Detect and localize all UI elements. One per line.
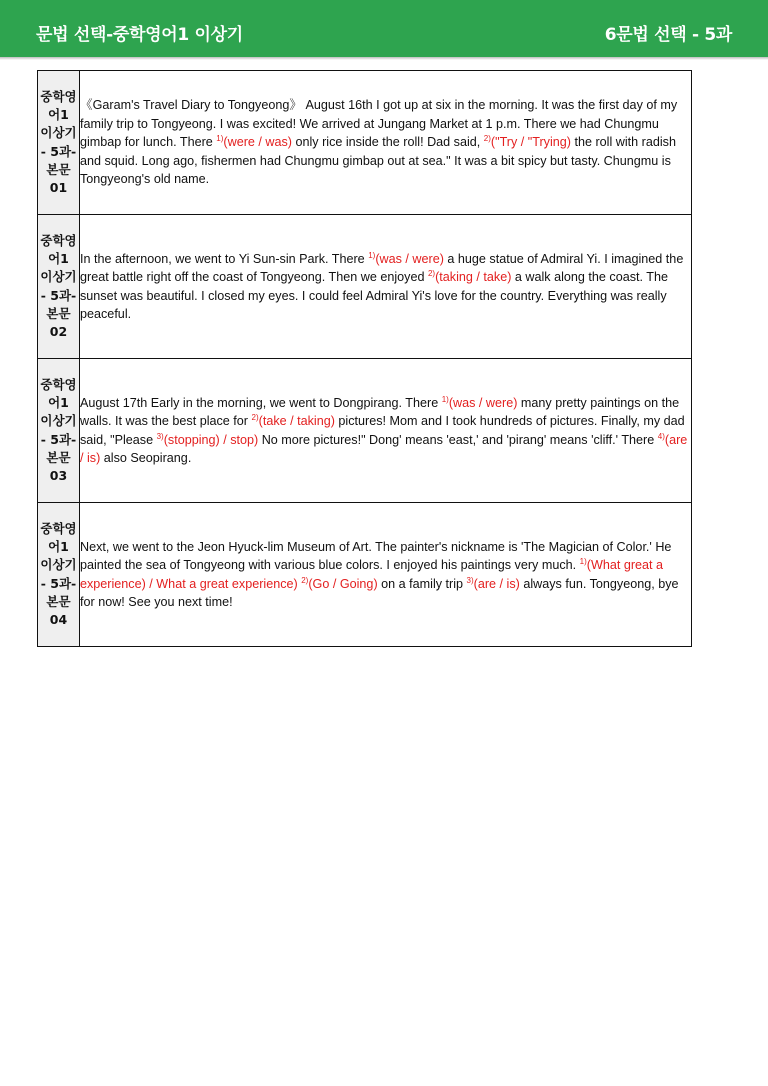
passage-text: also Seopirang.: [100, 450, 192, 465]
table-row: [38, 71, 692, 215]
row-label: 중학영어1 이상기 - 5과-본문 02: [40, 232, 77, 339]
row-label-cell: [38, 71, 80, 215]
row-label: 중학영어1 이상기 - 5과-본문 03: [40, 376, 77, 483]
header-shadow: [0, 57, 768, 60]
row-label-cell: [38, 215, 80, 359]
grammar-choice[interactable]: ("Try / "Trying): [490, 135, 571, 150]
passage-text: many pretty paintings on the walls. It was the best place for: [80, 395, 680, 429]
grammar-choice[interactable]: (stopping) / stop): [163, 432, 259, 447]
grammar-choice[interactable]: (were / was): [223, 135, 292, 150]
passage-cell: [80, 503, 692, 647]
question-number: 1): [579, 557, 587, 567]
passage-text: pictures! Mom and I took hundreds of pictures. Finally, my dad said, "Please: [80, 414, 685, 447]
grammar-choice[interactable]: (take / taking): [258, 414, 335, 429]
grammar-choice[interactable]: (was / were): [448, 395, 518, 410]
grammar-choice[interactable]: (Go / Going): [308, 576, 378, 591]
passage-cell: [80, 359, 692, 503]
table-row: [38, 215, 692, 359]
grammar-choice[interactable]: (What great a experience) / What a great experience): [80, 558, 664, 591]
question-number: 4): [657, 431, 665, 441]
question-number: 3): [466, 575, 474, 585]
passage-text: the roll with radish and squid. Long ago, fishermen had Chungmu gimbap out at sea." It was a bit spicy but tasty. Chungmu is Tongyeong's old name.: [80, 135, 676, 187]
question-number: 2): [427, 269, 436, 279]
question-number: 1): [368, 250, 376, 260]
passage-text: always fun. Tongyeong, bye for now! See you next time!: [80, 576, 679, 609]
passage-text: Next, we went to the Jeon Hyuck-lim Museum of Art. The painter's nickname is 'The Magician of Color.' He painted the sea of Tongyeong with various blue colors. I enjoyed his paintings very much.: [80, 539, 672, 573]
question-number: 1): [216, 134, 224, 144]
question-number: 2): [251, 413, 259, 423]
row-label: 중학영어1 이상기 - 5과-본문 01: [40, 88, 77, 195]
question-number: 1): [441, 394, 449, 404]
question-number: 2): [483, 134, 491, 144]
passage-cell: [80, 71, 692, 215]
grammar-choice[interactable]: (are / is): [473, 576, 520, 591]
lesson-title: 6문법 선택 - 5과: [604, 25, 732, 45]
passage-text: August 17th Early in the morning, we went to Dongpirang. There: [80, 395, 442, 410]
passage-text: on a family trip: [377, 576, 467, 591]
question-number: 2): [301, 575, 309, 585]
grammar-choice[interactable]: (taking / take): [435, 270, 512, 285]
passage-text: 《Garam's Travel Diary to Tongyeong》 August 16th I got up at six in the morning. It was the first day of my family trip to Tongyeong. I was excited! We arrived at Jungang Market at 1 p.m. There we had Chungmu gimbap for lunch. There: [80, 98, 678, 150]
passage-text: only rice inside the roll! Dad said,: [291, 135, 484, 150]
passage-text: a huge statue of Admiral Yi. I imagined the great battle right off the coast of Tongyeong. Then we enjoyed: [80, 251, 684, 285]
page-header: [0, 0, 768, 57]
row-label: 중학영어1 이상기 - 5과-본문 04: [40, 520, 77, 627]
table-row: [38, 359, 692, 503]
passage-text: No more pictures!" Dong' means 'east,' and 'pirang' means 'cliff.' There: [258, 432, 658, 447]
row-label-cell: [38, 359, 80, 503]
worksheet-title: 문법 선택-중학영어1 이상기: [36, 25, 243, 45]
grammar-choice[interactable]: (are / is): [80, 432, 688, 465]
exercise-table: [37, 70, 692, 647]
passage-cell: [80, 215, 692, 359]
table-row: [38, 503, 692, 647]
passage-text: a walk along the coast. The sunset was beautiful. I closed my eyes. I could feel Admiral Yi's love for the country. Everything was really peaceful.: [80, 270, 668, 321]
grammar-choice[interactable]: (was / were): [375, 251, 444, 266]
row-label-cell: [38, 503, 80, 647]
passage-text: In the afternoon, we went to Yi Sun-sin Park. There: [80, 251, 369, 266]
question-number: 3): [156, 431, 164, 441]
